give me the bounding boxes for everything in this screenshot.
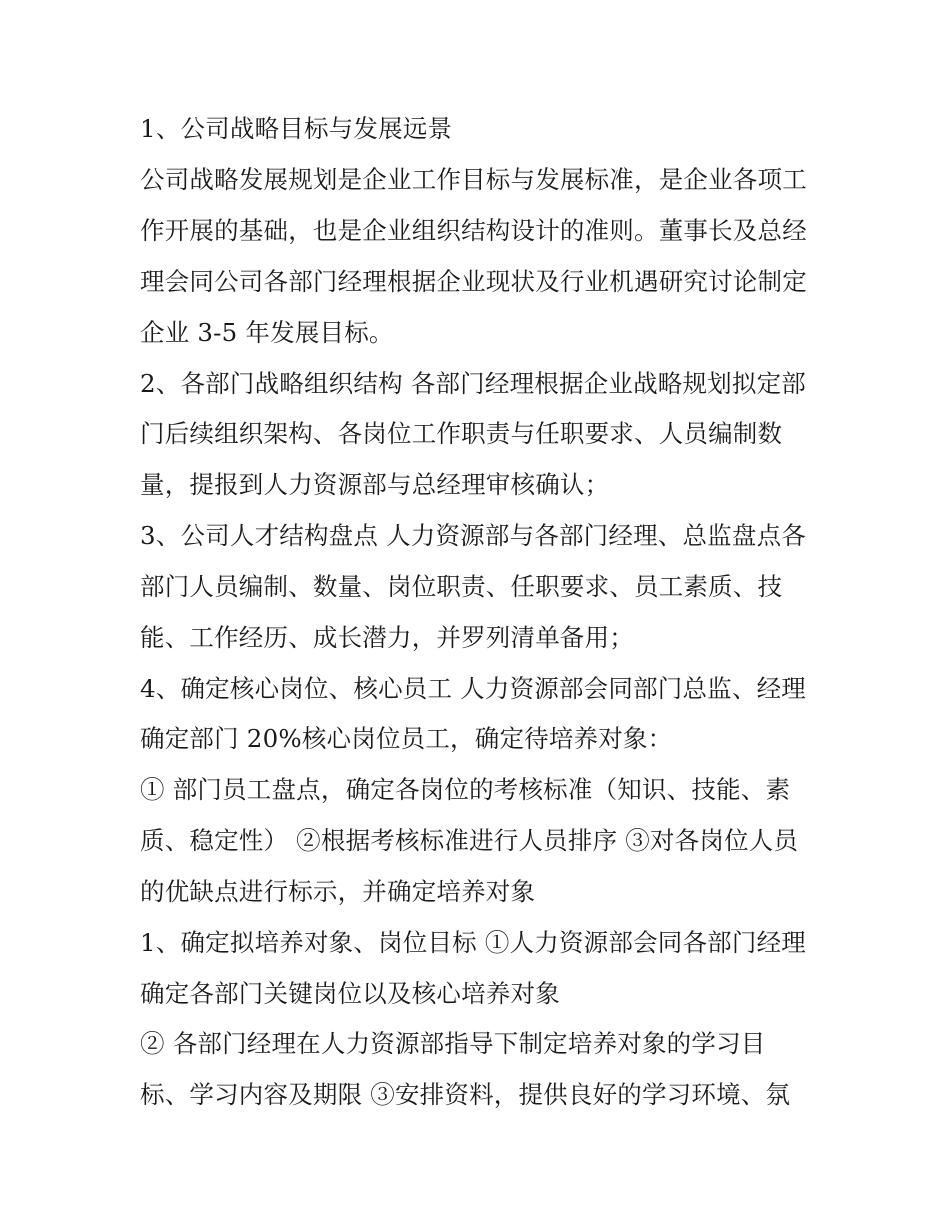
text-line-9: 3、公司人才结构盘点 人力资源部与各部门经理、总监盘点各 xyxy=(140,521,806,550)
text-line-17: 1、确定拟培养对象、岗位目标 ①人力资源部会同各部门经理 xyxy=(140,928,806,957)
text-line-5: 企业 3-5 年发展目标。 xyxy=(140,318,394,347)
text-line-6: 2、各部门战略组织结构 各部门经理根据企业战略规划拟定部 xyxy=(140,369,806,398)
text-line-11: 能、工作经历、成长潜力，并罗列清单备用； xyxy=(140,623,634,652)
text-line-10: 部门人员编制、数量、岗位职责、任职要求、员工素质、技 xyxy=(140,572,783,601)
text-line-7: 门后续组织架构、各岗位工作职责与任职要求、人员编制数 xyxy=(140,419,783,448)
text-line-14: ① 部门员工盘点，确定各岗位的考核标准（知识、技能、素 xyxy=(140,775,791,804)
text-line-13: 确定部门 20%核心岗位员工，确定待培养对象： xyxy=(140,724,673,753)
text-line-16: 的优缺点进行标示，并确定培养对象 xyxy=(140,877,536,906)
text-line-15: 质、稳定性） ②根据考核标准进行人员排序 ③对各岗位人员 xyxy=(140,826,799,855)
text-line-4: 理会同公司各部门经理根据企业现状及行业机遇研究讨论制定 xyxy=(140,267,807,296)
text-line-20: 标、学习内容及期限 ③安排资料，提供良好的学习环境、氛 xyxy=(140,1080,791,1109)
text-line-8: 量，提报到人力资源部与总经理审核确认； xyxy=(140,470,610,499)
text-line-18: 确定各部门关键岗位以及核心培养对象 xyxy=(140,979,560,1008)
text-line-19: ② 各部门经理在人力资源部指导下制定培养对象的学习目 xyxy=(140,1029,766,1058)
text-line-1: 1、公司战略目标与发展远景 xyxy=(140,114,453,143)
text-line-2: 公司战略发展规划是企业工作目标与发展标准，是企业各项工 xyxy=(140,165,807,194)
text-line-12: 4、确定核心岗位、核心员工 人力资源部会同部门总监、经理 xyxy=(140,674,806,703)
text-line-3: 作开展的基础，也是企业组织结构设计的准则。董事长及总经 xyxy=(140,216,807,245)
